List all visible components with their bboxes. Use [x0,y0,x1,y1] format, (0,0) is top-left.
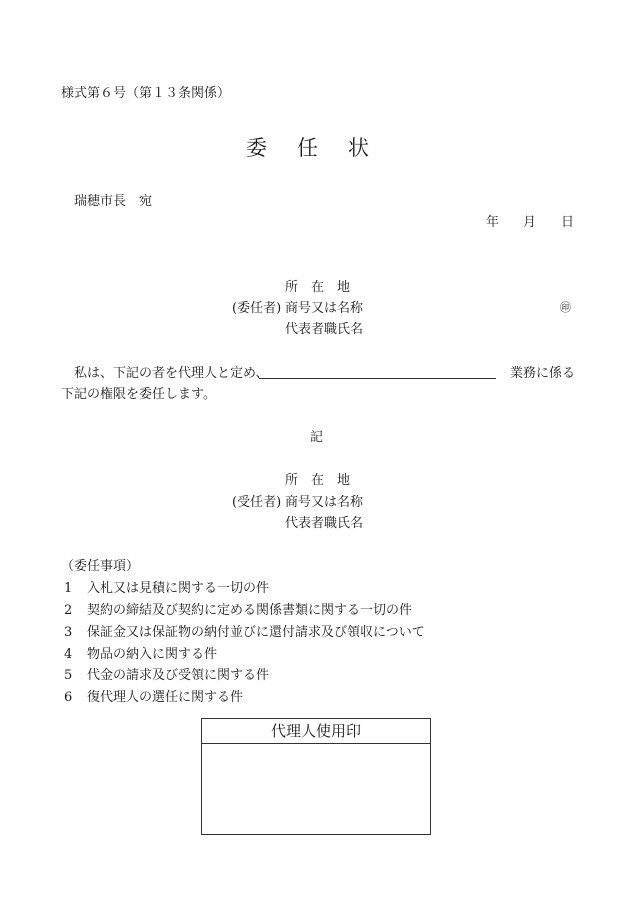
matter-text: 復代理人の選任に関する件 [87,690,244,705]
delegator-name-label: 商号又は名称 [285,301,364,316]
matters-heading: （委任事項） [61,559,140,574]
delegate-role-label: (受任者) [232,495,282,510]
matter-number: 3 [64,625,73,640]
delegator-rep-label: 代表者職氏名 [285,322,364,337]
matter-number: 2 [64,603,73,618]
matter-text: 契約の締結及び契約に定める関係書類に関する一切の件 [87,603,413,618]
seal-mark-icon: ㊞ [560,301,571,314]
matter-text: 入札又は見積に関する一切の件 [87,581,270,596]
business-name-blank [259,378,496,379]
date-day-label: 日 [561,215,575,230]
matter-number: 6 [64,690,73,705]
ki-heading: 記 [310,430,324,445]
statement-text-end: 業務に係る [510,366,576,381]
addressee: 瑞穂市長 宛 [74,194,153,209]
statement-text-start: 私は、下記の者を代理人と定め、 [74,366,269,381]
matter-number: 5 [64,668,73,683]
matter-text: 物品の納入に関する件 [87,647,218,662]
statement-line2: 下記の権限を委任します。 [61,387,216,402]
matter-text: 代金の請求及び受領に関する件 [87,668,270,683]
form-number: 様式第６号（第１３条関係） [61,86,231,101]
delegate-address-label: 所 在 地 [285,473,351,488]
delegator-role-label: (委任者) [232,301,282,316]
date-month-label: 月 [523,215,537,230]
delegator-address-label: 所 在 地 [285,280,351,295]
date-year-label: 年 [486,215,500,230]
agent-seal-box-title: 代理人使用印 [202,719,430,744]
delegate-rep-label: 代表者職氏名 [285,516,364,531]
delegate-name-label: 商号又は名称 [285,495,364,510]
matter-text: 保証金又は保証物の納付並びに還付請求及び領収について [87,625,425,640]
page-title: 委任状 [246,136,399,160]
agent-seal-box [201,718,431,835]
matter-number: 4 [64,647,73,662]
matter-number: 1 [64,581,73,596]
